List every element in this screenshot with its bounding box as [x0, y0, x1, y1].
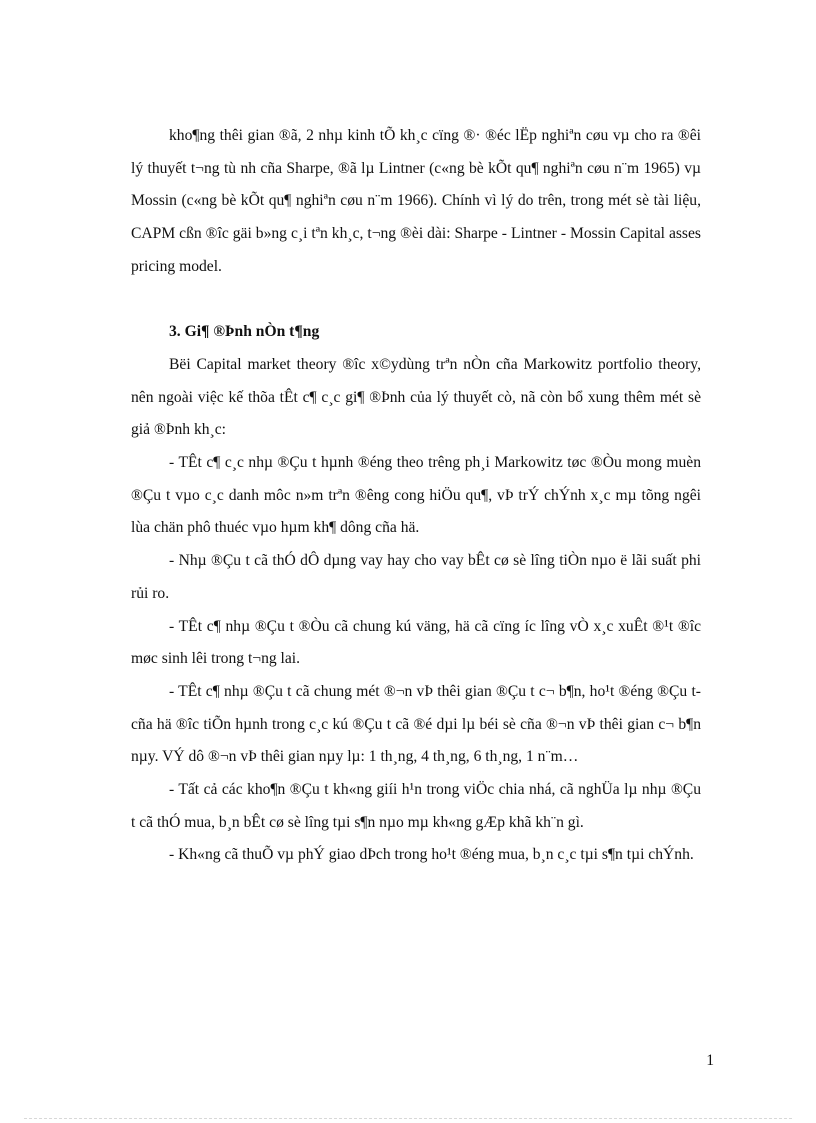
assumption-time-horizon: - TÊt c¶ nhµ ®Çu t cã chung mét ®¬n vÞ thêi gian ®Çu t c¬ b¶n, ho¹t ®éng ®Çu t cña hä ®îc tiÕn hµnh trong c¸c kú ®Çu t cã ®é dµi lµ béi sè cña ®¬n vÞ thêi gian c¬ b¶n nµy. VÝ dô ®¬n vÞ thêi gian nµy lµ: 1 th¸ng, 4 th¸ng, 6 th¸ng, 1 n¨m… — [131, 682, 701, 766]
section-heading: 3. Gi¶ ®Þnh nÒn t¶ng — [169, 323, 320, 341]
assumption-no-tax: - Kh«ng cã thuÕ vµ phÝ giao dÞch trong ho¹t ®éng mua, b¸n c¸c tµi s¶n tµi chÝnh. — [169, 846, 694, 864]
assumption-divisibility: - Tất cả các kho¶n ®Çu t kh«ng giíi h¹n trong viÖc chia nhá, cã nghÜa lµ nhµ ®Çu t cã thÓ mua, b¸n bÊt cø sè lîng tµi s¶n nµo mµ kh«ng gÆp khã kh¨n gì. — [131, 781, 701, 831]
section-paragraph-intro: Bëi Capital market theory ®îc x©ydùng trªn nÒn cña Markowitz portfolio theory, nên ngoài việc kế thõa tÊt c¶ c¸c gi¶ ®Þnh của lý thuyết cò, nã còn bổ xung thêm mét sè giả ®Þnh kh¸c: — [131, 355, 701, 439]
page-number: 1 — [706, 1052, 714, 1069]
footer-divider — [24, 1118, 792, 1119]
paragraph-gap — [131, 284, 701, 317]
body-text — [131, 120, 701, 872]
assumption-borrowing: - Nhµ ®Çu t cã thÓ dÔ dµng vay hay cho vay bÊt cø sè lîng tiÒn nµo ë lãi suất phi rủi ro. — [131, 552, 701, 602]
assumption-markowitz: - TÊt c¶ c¸c nhµ ®Çu t hµnh ®éng theo trêng ph¸i Markowitz tøc ®Òu mong muèn ®Çu t vµo c¸c danh môc n»m trªn ®êng cong hiÖu qu¶, vÞ trÝ chÝnh x¸c mµ tõng ngêi lùa chän phô thuéc vµo hµm kh¶ dông cña hä. — [131, 454, 701, 537]
assumption-expectations: - TÊt c¶ nhµ ®Çu t ®Òu cã chung kú väng, hä cã cïng íc lîng vÒ x¸c xuÊt ®¹t ®îc møc sinh lêi trong t¬ng lai. — [131, 617, 701, 668]
intro-paragraph: kho¶ng thêi gian ®ã, 2 nhµ kinh tÕ kh¸c cïng ®· ®éc lËp nghiªn cøu vµ cho ra ®êi lý thuyết t¬ng tù nh cña Sharpe, ®ã lµ Lintner (c«ng bè kÕt qu¶ nghiªn cøu n¨m 1965) vµ Mossin (c«ng bè kÕt qu¶ nghiªn cøu n¨m 1966). Chính vì lý do trên, trong mét sè tài liệu, CAPM cßn ®îc gäi b»ng c¸i tªn kh¸c, t¬ng ®èi dài: Sharpe - Lintner - Mossin Capital asses pricing model. — [131, 127, 701, 275]
